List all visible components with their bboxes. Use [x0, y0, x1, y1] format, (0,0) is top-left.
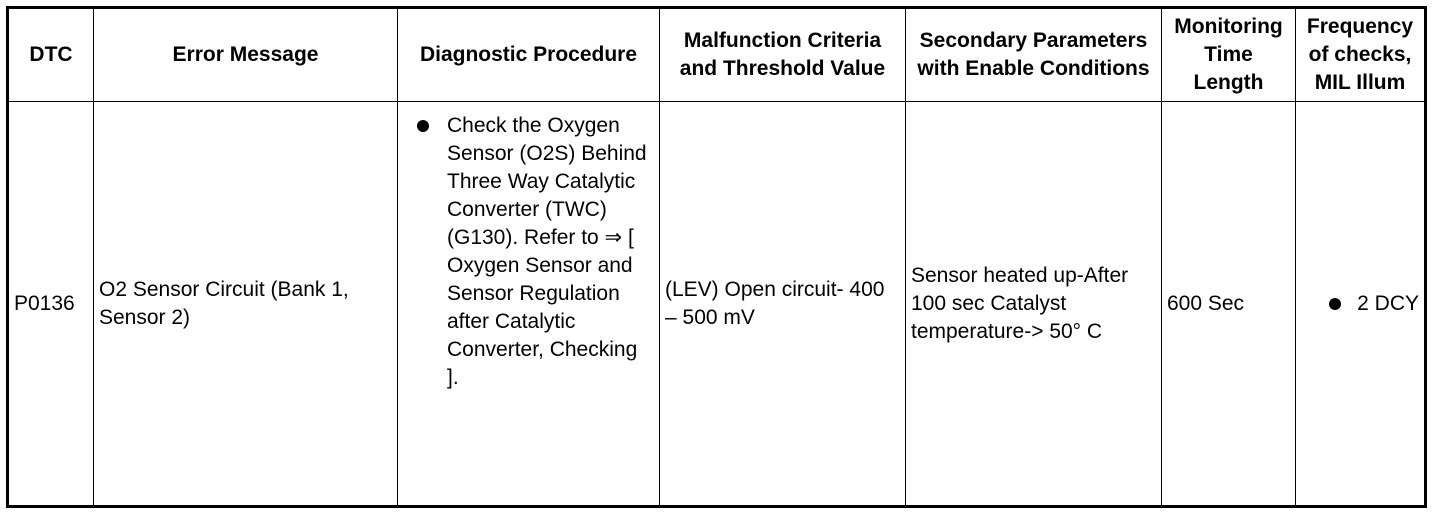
header-frequency: Frequency of checks, MIL Illum — [1296, 8, 1426, 102]
header-dtc: DTC — [8, 8, 94, 102]
procedure-text: Check the Oxygen Sensor (O2S) Behind Three Way Catalytic Converter (TWC) (G130). Refer to ⇒ [ Oxygen Sensor and Sensor Regulation after Catalytic Converter, Checking ]. — [447, 114, 647, 389]
header-malfunction-criteria: Malfunction Criteria and Threshold Value — [660, 8, 906, 102]
header-row — [8, 8, 1426, 102]
cell-frequency — [1296, 102, 1426, 507]
cell-malfunction-criteria: (LEV) Open circuit- 400 – 500 mV — [660, 102, 906, 507]
table-row — [8, 102, 1426, 507]
header-diagnostic-procedure: Diagnostic Procedure — [398, 8, 660, 102]
cell-dtc: P0136 — [8, 102, 94, 507]
cell-error-message: O2 Sensor Circuit (Bank 1, Sensor 2) — [94, 102, 398, 507]
frequency-text: 2 DCY — [1357, 291, 1419, 315]
header-error-message: Error Message — [94, 8, 398, 102]
procedure-bullet-item — [403, 112, 654, 392]
cell-secondary-parameters: Sensor heated up-After 100 sec Catalyst temperature-> 50° C — [906, 102, 1162, 507]
cell-diagnostic-procedure — [398, 102, 660, 507]
cell-monitoring-time: 600 Sec — [1162, 102, 1296, 507]
bullet-icon — [417, 120, 429, 132]
frequency-bullet-item — [1301, 290, 1419, 318]
header-secondary-parameters: Secondary Parameters with Enable Conditions — [906, 8, 1162, 102]
header-monitoring-time: Monitoring Time Length — [1162, 8, 1296, 102]
dtc-table — [6, 6, 1427, 508]
bullet-icon — [1329, 298, 1341, 310]
